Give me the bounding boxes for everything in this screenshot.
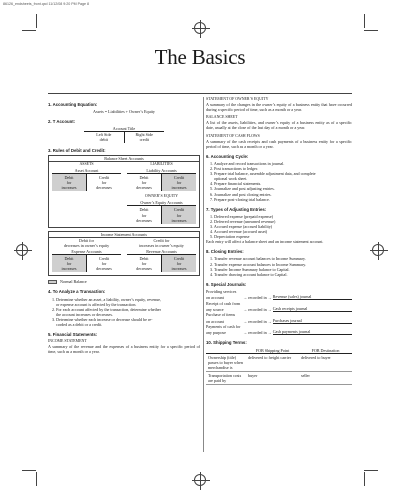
shipping-terms-table — [206, 348, 352, 386]
section-accounting-cycle: 6. Accounting Cycle: — [206, 153, 249, 159]
crop-mark — [364, 472, 365, 486]
journal-row-label: any source — [206, 306, 224, 312]
liability-account-title: Liability Accounts — [127, 168, 196, 174]
liability-credit-cell — [162, 174, 196, 191]
section-special-journals: 9. Special Journals: — [206, 281, 247, 287]
right-column — [206, 97, 352, 385]
decreases-label: decreases — [96, 185, 112, 191]
journal-row: Payments of cash for — [206, 324, 241, 330]
journal-row-label: any purpose — [206, 330, 226, 336]
debit-for-label: Debit for — [79, 237, 94, 243]
journal-row — [206, 294, 352, 300]
owners-equity-t-account — [127, 200, 196, 223]
t-account-right — [125, 132, 165, 142]
section-shipping-terms: 10. Shipping Terms: — [206, 340, 247, 346]
balance-sheet-accounts-title: Balance Sheet Accounts — [49, 156, 199, 162]
arrow-icon: → recorded in → — [243, 330, 272, 336]
arrow-icon: → recorded in → — [243, 318, 272, 324]
registration-mark-icon — [16, 244, 28, 256]
journal-row: Purchase of items — [206, 312, 236, 318]
normal-balance-label: Normal Balance — [60, 279, 87, 285]
increases-oe-label: increases in owner’s equity — [139, 242, 184, 248]
section-debit-credit-rules: 3. Rules of Debit and Credit: — [48, 147, 106, 153]
owners-equity-statement-text: A summary of the changes in the owner’s equity of a business entity that have occurred during a specific period of time, such as a month or a year. — [206, 102, 352, 113]
balance-sheet-accounts-box — [48, 155, 200, 228]
balance-sheet-title: BALANCE SHEET — [206, 115, 238, 120]
decreases-label: decreases — [96, 266, 112, 272]
income-statement-accounts-title: Income Statement Accounts — [49, 232, 199, 238]
section-analyze-transaction: 4. To Analyze a Transaction: — [48, 289, 106, 295]
t-account-title: Account Title — [84, 126, 164, 132]
decreases-label: decreases — [136, 266, 152, 272]
increases-label: increases — [61, 266, 77, 272]
journal-name: Cash payments journal — [273, 329, 352, 335]
expense-debit-cell — [52, 255, 87, 272]
right-side-label: Right Side — [135, 132, 153, 138]
crop-mark — [364, 14, 365, 28]
special-journals-table — [206, 289, 352, 336]
cash-flows-text: A summary of the cash receipts and cash payments of a business entity for a specific period of time, such as a month or a year. — [206, 138, 352, 149]
debit-label: Debit — [139, 174, 149, 180]
increases-label: increases — [171, 217, 187, 223]
debit-label: Debit — [139, 207, 149, 213]
journal-row-label: on account — [206, 295, 224, 300]
owners-equity-heading: OWNER’S EQUITY — [144, 194, 179, 199]
credit-label: credit — [139, 137, 149, 143]
list-item: 5. Depreciation expense — [210, 234, 250, 240]
list-item: 5. Journalize and post adjusting entries. — [210, 186, 275, 192]
list-item: 2. For each account affected by the transaction, determine whether — [52, 306, 161, 312]
revenue-group — [124, 238, 199, 276]
for-label: for — [101, 261, 107, 267]
analyze-steps-list — [48, 297, 200, 328]
list-item: 6. Journalize and post closing entries. — [210, 191, 272, 197]
debit-label: Debit — [64, 256, 74, 262]
section-adjusting-entries: 7. Types of Adjusting Entries: — [206, 206, 267, 212]
crop-mark — [364, 30, 378, 31]
table-cell: Ownership (title) passes to buyer when merchandise is — [206, 354, 246, 372]
journal-name: Cash receipts journal — [273, 306, 352, 312]
accounting-cycle-list — [206, 161, 352, 202]
list-item: 1. Transfer revenue account balances to Income Summary. — [210, 256, 306, 262]
credit-label: Credit — [173, 207, 185, 213]
expense-t-account — [52, 249, 121, 272]
for-label: for — [141, 212, 147, 218]
crop-mark — [22, 30, 36, 31]
for-label: for — [101, 180, 107, 186]
list-item: 1. Analyze and record transactions in journal. — [210, 160, 285, 166]
credit-label: Credit — [98, 174, 110, 180]
debit-label: debit — [99, 137, 108, 143]
list-item: optional work sheet. — [214, 176, 248, 182]
table-cell: seller — [299, 372, 352, 385]
journal-row — [206, 306, 352, 312]
list-item: the account increases or decreases. — [56, 311, 113, 317]
for-label: for — [176, 180, 182, 186]
liabilities-group — [124, 162, 199, 227]
journal-name: Purchases journal — [273, 318, 352, 324]
list-item: 3. Accrued expense (accrued liability) — [210, 223, 273, 229]
list-item: 1. Determine whether an asset, a liability, owner’s equity, revenue, — [52, 296, 161, 302]
liability-t-account — [127, 168, 196, 191]
crop-mark — [22, 470, 36, 471]
section-t-account: 2. T Account: — [48, 119, 76, 125]
table-cell: buyer — [246, 372, 299, 385]
table-cell: delivered to buyer — [299, 354, 352, 372]
decreases-label: decreases — [136, 185, 152, 191]
asset-debit-cell — [52, 174, 87, 191]
section-accounting-equation: 1. Accounting Equation: — [48, 102, 98, 107]
expense-accounts-title: Expense Accounts — [52, 249, 121, 255]
journal-row: Providing services — [206, 288, 237, 294]
list-item: or expense account is affected by the transaction. — [56, 301, 137, 307]
expense-credit-cell — [87, 255, 121, 272]
accounting-equation: Assets = Liabilities + Owner’s Equity — [93, 109, 155, 115]
asset-account-title: Asset Account — [52, 168, 121, 174]
list-item: 3. Determine whether each increase or decrease should be re- — [52, 316, 153, 322]
journal-row — [206, 329, 352, 335]
t-account-diagram — [84, 126, 164, 142]
section-financial-statements: 5. Financial Statements: — [48, 332, 98, 338]
list-item: 2. Transfer expense account balances to Income Summary. — [210, 261, 307, 267]
journal-name: Revenue (sales) journal — [273, 294, 352, 300]
table-header: FOB Destination — [299, 348, 352, 354]
assets-heading: ASSETS — [79, 161, 94, 166]
for-label: for — [176, 212, 182, 218]
section-closing-entries: 8. Closing Entries: — [206, 249, 244, 255]
expense-group — [49, 238, 124, 276]
table-cell: delivered to freight carrier — [246, 354, 299, 372]
list-item: 7. Prepare post-closing trial balance. — [210, 196, 270, 202]
asset-credit-cell — [87, 174, 121, 191]
table-header: FOB Shipping Point — [246, 348, 299, 354]
closing-entries-list — [206, 256, 352, 276]
registration-mark-icon — [194, 474, 206, 486]
list-item: 4. Accrued revenue (accrued asset) — [210, 229, 268, 235]
column-divider — [203, 97, 204, 452]
t-account-left — [84, 132, 125, 142]
registration-mark-icon — [194, 22, 206, 34]
list-item: 4. Prepare financial statements. — [210, 181, 262, 187]
revenue-credit-cell — [162, 255, 196, 272]
increases-label: increases — [171, 266, 187, 272]
decreases-label: decreases — [136, 217, 152, 223]
left-column — [48, 97, 200, 354]
oe-credit-cell — [162, 206, 196, 223]
increases-label: increases — [171, 185, 187, 191]
liabilities-heading: LIABILITIES — [150, 161, 173, 166]
liability-debit-cell — [127, 174, 162, 191]
crop-mark — [36, 14, 37, 28]
adjusting-entries-list — [206, 214, 352, 239]
owners-equity-statement-title: STATEMENT OF OWNER’S EQUITY — [206, 97, 269, 101]
journal-row: Receipt of cash from — [206, 300, 241, 306]
for-label: for — [66, 180, 72, 186]
normal-balance-legend — [48, 279, 200, 284]
left-side-label: Left Side — [96, 132, 112, 138]
list-item: 3. Transfer Income Summary balance to Capital. — [210, 266, 290, 272]
page-title: The Basics — [154, 45, 246, 69]
adjusting-entries-note: Each entry will affect a balance sheet and an income statement account. — [206, 239, 324, 245]
credit-label: Credit — [98, 256, 110, 262]
credit-label: Credit — [173, 256, 185, 262]
asset-t-account — [52, 168, 121, 191]
credit-for-label: Credit for — [153, 237, 170, 243]
revenue-t-account — [127, 249, 196, 272]
income-statement-text: A summary of the revenue and the expenses of a business entity for a specific period of time, such as a month or a year. — [48, 344, 200, 355]
owners-equity-account-title: Owner’s Equity Accounts — [127, 200, 196, 206]
list-item: 1. Deferred expense (prepaid expense) — [210, 213, 274, 219]
journal-row — [206, 318, 352, 324]
increases-label: increases — [61, 185, 77, 191]
journal-row-label: on account — [206, 318, 224, 324]
cash-flows-title: STATEMENT OF CASH FLOWS — [206, 133, 260, 138]
registration-mark-icon — [372, 244, 384, 256]
income-statement-title: INCOME STATEMENT — [48, 339, 87, 344]
list-item: 3. Prepare trial balance, assemble adjustment data, and complete — [210, 171, 316, 177]
print-slug: 86126_endsheets_front.qxd 11/12/08 9:20 PM Page 8 — [3, 2, 90, 6]
decreases-oe-label: decreases in owner’s equity — [63, 242, 110, 248]
list-item: 2. Post transactions to ledger. — [210, 166, 258, 172]
credit-label: Credit — [173, 174, 185, 180]
title-rule — [48, 93, 352, 94]
for-label: for — [141, 180, 147, 186]
debit-label: Debit — [64, 174, 74, 180]
list-item: corded as a debit or a credit. — [56, 322, 103, 327]
debit-label: Debit — [139, 256, 149, 262]
arrow-icon: → recorded in → — [243, 295, 272, 300]
normal-balance-swatch — [48, 280, 57, 284]
list-item: 4. Transfer drawing account balance to Capital. — [210, 271, 288, 277]
arrow-icon: → recorded in → — [243, 306, 272, 312]
list-item: 2. Deferred revenue (unearned revenue) — [210, 218, 276, 224]
for-label: for — [176, 261, 182, 267]
revenue-debit-cell — [127, 255, 162, 272]
table-cell: Transportation costs are paid by — [206, 372, 246, 385]
crop-mark — [364, 470, 378, 471]
crop-mark — [36, 472, 37, 486]
income-statement-accounts-box — [48, 231, 200, 277]
revenue-accounts-title: Revenue Accounts — [127, 249, 196, 255]
for-label: for — [66, 261, 72, 267]
assets-group — [49, 162, 124, 227]
for-label: for — [141, 261, 147, 267]
oe-debit-cell — [127, 206, 162, 223]
balance-sheet-text: A list of the assets, liabilities, and owner’s equity of a business entity as of a specific date, usually at the close of the last day of a month or a year. — [206, 120, 352, 131]
